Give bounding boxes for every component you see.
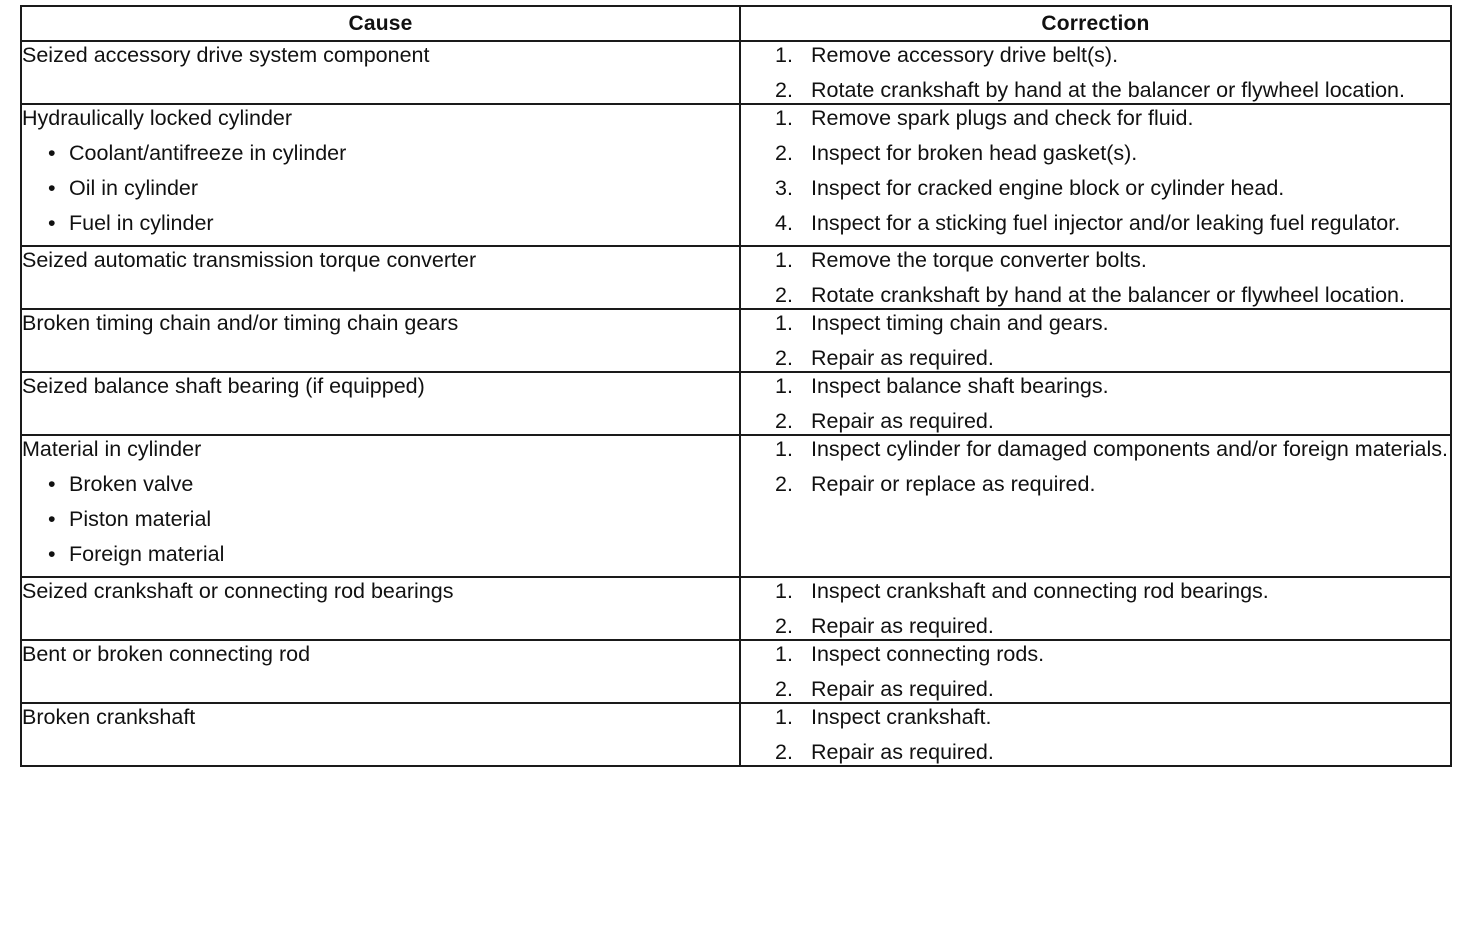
cause-text: Seized crankshaft or connecting rod bearings: [22, 579, 454, 603]
table-row: [21, 703, 1451, 766]
correction-step: [741, 641, 1450, 667]
cause-text: Seized automatic transmission torque converter: [22, 248, 477, 272]
cause-text: Broken timing chain and/or timing chain gears: [22, 311, 459, 335]
step-number: 2.: [775, 614, 793, 638]
step-number: 4.: [775, 211, 793, 235]
cause-text: Hydraulically locked cylinder: [22, 106, 293, 130]
table-row: [21, 435, 1451, 577]
correction-step: [741, 105, 1450, 131]
step-number: 2.: [775, 346, 793, 370]
cause-bullet: [22, 140, 739, 166]
correction-step: [741, 471, 1450, 497]
correction-step: [741, 175, 1450, 201]
step-text: Inspect connecting rods.: [811, 642, 1045, 666]
bullet-text: Fuel in cylinder: [69, 211, 214, 235]
step-number: 2.: [775, 677, 793, 701]
correction-cell: [740, 703, 1451, 766]
cause-cell: [21, 435, 740, 577]
cause-column-header: Cause: [21, 6, 740, 41]
step-text: Repair as required.: [811, 740, 994, 764]
step-number: 1.: [775, 579, 793, 603]
step-text: Inspect for cracked engine block or cylinder head.: [811, 176, 1285, 200]
correction-step: [741, 373, 1450, 399]
correction-step: [741, 310, 1450, 336]
step-text: Repair as required.: [811, 677, 994, 701]
bullet-text: Piston material: [69, 507, 212, 531]
correction-step: [741, 77, 1450, 103]
correction-cell: [740, 309, 1451, 372]
step-text: Remove the torque converter bolts.: [811, 248, 1147, 272]
bullet-text: Oil in cylinder: [69, 176, 199, 200]
cause-cell: [21, 246, 740, 309]
correction-step: [741, 247, 1450, 273]
correction-cell: [740, 640, 1451, 703]
step-number: 1.: [775, 437, 793, 461]
correction-step: [741, 345, 1450, 371]
correction-step: [741, 210, 1450, 236]
step-number: 1.: [775, 106, 793, 130]
step-text: Inspect balance shaft bearings.: [811, 374, 1109, 398]
correction-cell: [740, 41, 1451, 104]
cause-bullet: [22, 210, 739, 236]
cause-cell: [21, 577, 740, 640]
correction-cell: [740, 104, 1451, 246]
table-body: [21, 41, 1451, 766]
step-number: 2.: [775, 141, 793, 165]
step-number: 1.: [775, 374, 793, 398]
table-header-row: [21, 6, 1451, 41]
step-number: 1.: [775, 43, 793, 67]
correction-step: [741, 408, 1450, 434]
bullet-icon: •: [48, 507, 56, 531]
table-row: [21, 41, 1451, 104]
step-text: Remove spark plugs and check for fluid.: [811, 106, 1194, 130]
correction-step: [741, 578, 1450, 604]
cause-bullet: [22, 506, 739, 532]
diagnostic-document: [20, 5, 1450, 767]
table-row: [21, 309, 1451, 372]
step-text: Repair as required.: [811, 409, 994, 433]
step-text: Repair as required.: [811, 614, 994, 638]
cause-text: Material in cylinder: [22, 437, 202, 461]
step-text: Repair as required.: [811, 346, 994, 370]
step-number: 3.: [775, 176, 793, 200]
step-text: Inspect timing chain and gears.: [811, 311, 1109, 335]
correction-step: [741, 613, 1450, 639]
step-text: Repair or replace as required.: [811, 472, 1096, 496]
step-number: 2.: [775, 409, 793, 433]
bullet-icon: •: [48, 176, 56, 200]
cause-cell: [21, 372, 740, 435]
step-number: 2.: [775, 740, 793, 764]
correction-cell: [740, 435, 1451, 577]
table-row: [21, 104, 1451, 246]
cause-text: Seized balance shaft bearing (if equipped): [22, 374, 425, 398]
step-number: 2.: [775, 78, 793, 102]
correction-step: [741, 436, 1450, 462]
step-text: Rotate crankshaft by hand at the balancer or flywheel location.: [811, 78, 1405, 102]
cause-correction-table: [20, 5, 1452, 767]
bullet-text: Coolant/antifreeze in cylinder: [69, 141, 347, 165]
correction-column-header: Correction: [740, 6, 1451, 41]
correction-cell: [740, 577, 1451, 640]
correction-step: [741, 739, 1450, 765]
cause-text: Bent or broken connecting rod: [22, 642, 311, 666]
step-number: 1.: [775, 705, 793, 729]
bullet-text: Broken valve: [69, 472, 194, 496]
cause-text: Seized accessory drive system component: [22, 43, 430, 67]
cause-text: Broken crankshaft: [22, 705, 196, 729]
bullet-text: Foreign material: [69, 542, 225, 566]
table-row: [21, 372, 1451, 435]
cause-cell: [21, 41, 740, 104]
correction-cell: [740, 246, 1451, 309]
cause-cell: [21, 640, 740, 703]
correction-step: [741, 676, 1450, 702]
step-text: Remove accessory drive belt(s).: [811, 43, 1119, 67]
bullet-icon: •: [48, 211, 56, 235]
table-row: [21, 640, 1451, 703]
correction-step: [741, 42, 1450, 68]
step-number: 1.: [775, 248, 793, 272]
step-number: 2.: [775, 472, 793, 496]
step-text: Inspect for a sticking fuel injector and/or leaking fuel regulator.: [811, 211, 1401, 235]
cause-bullet: [22, 471, 739, 497]
cause-bullet: [22, 541, 739, 567]
bullet-icon: •: [48, 542, 56, 566]
bullet-icon: •: [48, 472, 56, 496]
correction-step: [741, 704, 1450, 730]
cause-cell: [21, 703, 740, 766]
step-text: Rotate crankshaft by hand at the balancer or flywheel location.: [811, 283, 1405, 307]
bullet-icon: •: [48, 141, 56, 165]
correction-step: [741, 140, 1450, 166]
step-text: Inspect crankshaft and connecting rod bearings.: [811, 579, 1269, 603]
step-text: Inspect for broken head gasket(s).: [811, 141, 1138, 165]
step-text: Inspect cylinder for damaged components and/or foreign materials.: [811, 437, 1448, 461]
table-row: [21, 246, 1451, 309]
cause-cell: [21, 104, 740, 246]
cause-bullet: [22, 175, 739, 201]
step-number: 2.: [775, 283, 793, 307]
step-number: 1.: [775, 642, 793, 666]
correction-step: [741, 282, 1450, 308]
cause-cell: [21, 309, 740, 372]
step-number: 1.: [775, 311, 793, 335]
step-text: Inspect crankshaft.: [811, 705, 992, 729]
table-row: [21, 577, 1451, 640]
correction-cell: [740, 372, 1451, 435]
